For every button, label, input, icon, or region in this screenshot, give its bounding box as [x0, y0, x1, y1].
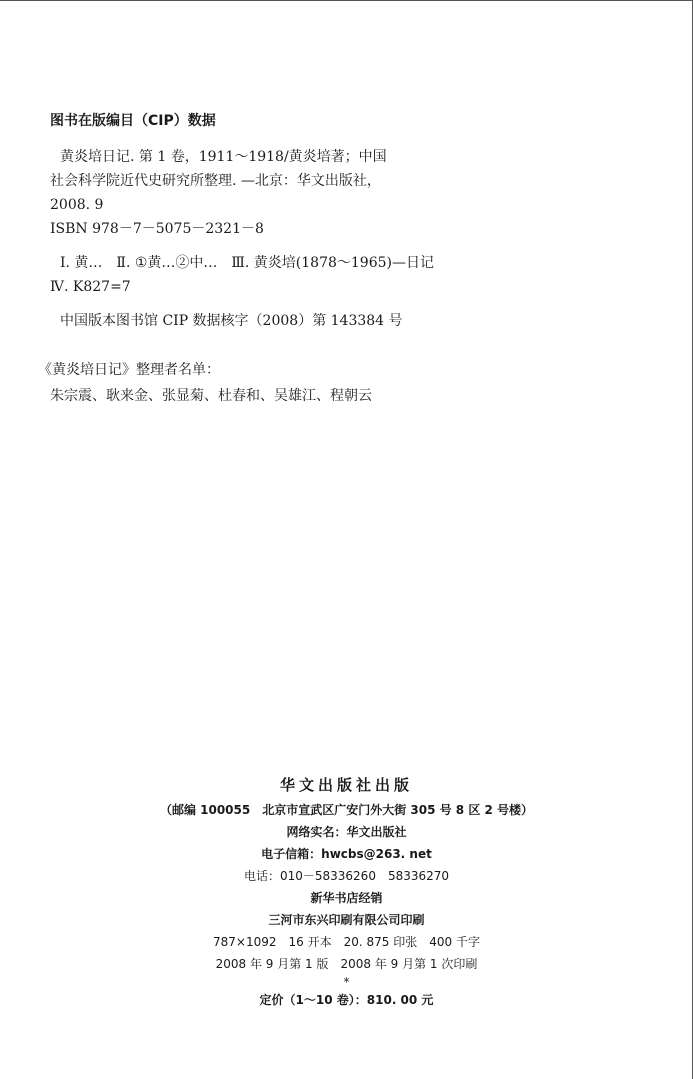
- publisher-address: （邮编 100055 北京市宣武区广安门外大街 305 号 8 区 2 号楼）: [159, 803, 534, 817]
- publisher-email: 电子信箱：hwcbs@263. net: [261, 847, 432, 861]
- publisher-phone: 电话：010－58336260 58336270: [243, 869, 450, 883]
- printer: 三河市东兴印刷有限公司印刷: [268, 913, 425, 927]
- cip-line-subjects: Ⅰ. 黄… Ⅱ. ①黄…②中… Ⅲ. 黄炎培(1878～1965)—日记: [60, 255, 434, 271]
- cip-title: 图书在版编目（CIP）数据: [50, 113, 216, 129]
- separator-star: *: [343, 975, 350, 989]
- edition-info: 2008 年 9 月第 1 版 2008 年 9 月第 1 次印刷: [215, 957, 478, 971]
- publisher-name: 华文出版社出版: [279, 776, 413, 794]
- book-format: 787×1092 16 开本 20. 875 印张 400 千字: [213, 935, 480, 949]
- cip-line-publisher: 社会科学院近代史研究所整理. —北京：华文出版社，: [50, 173, 381, 189]
- cip-line-date: 2008. 9: [50, 197, 104, 213]
- editors-list: [38, 357, 638, 409]
- price: 定价（1～10 卷）：810. 00 元: [259, 993, 434, 1007]
- publisher-info: [0, 771, 693, 1011]
- cip-line-record-number: 中国版本图书馆 CIP 数据核字（2008）第 143384 号: [60, 313, 403, 329]
- distributor: 新华书店经销: [310, 891, 383, 905]
- editors-names: 朱宗震、耿来金、张显菊、杜春和、吴雄江、程朝云: [50, 388, 372, 404]
- cip-line-title-author: 黄炎培日记. 第 1 卷，1911～1918/黄炎培著；中国: [60, 149, 387, 165]
- cip-line-isbn: ISBN 978－7－5075－2321－8: [50, 221, 264, 237]
- cip-data-block: [50, 109, 650, 333]
- cip-line-classification: Ⅳ. K827=7: [50, 279, 131, 295]
- editors-heading: 《黄炎培日记》整理者名单：: [38, 362, 220, 378]
- publisher-web: 网络实名：华文出版社: [286, 825, 407, 839]
